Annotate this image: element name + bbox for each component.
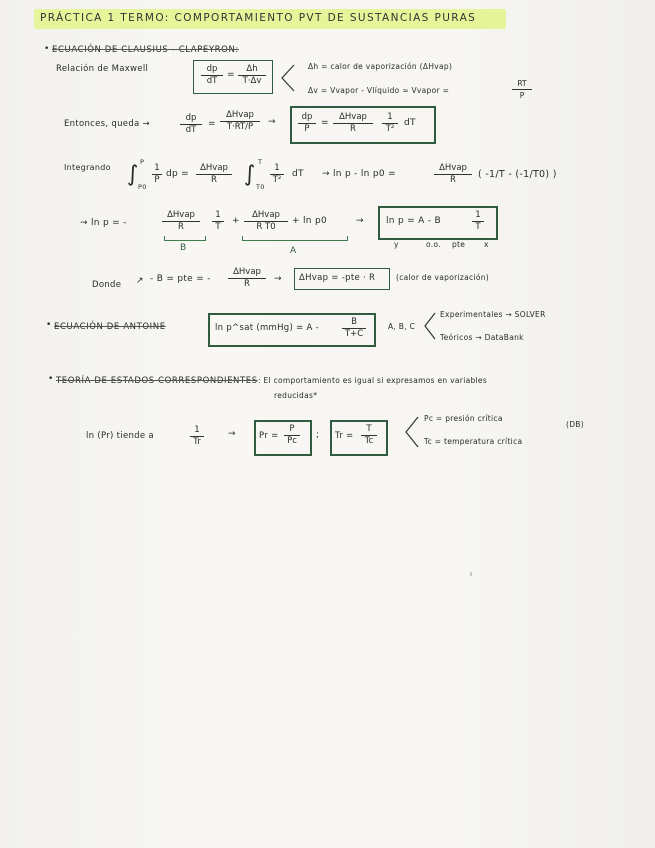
int-fraction-3: $\frac{1}{\text{T²}}$ — [270, 163, 284, 186]
brace-a — [242, 236, 348, 241]
angle-bracket-icon — [424, 312, 436, 340]
box1-dT: dT — [404, 118, 416, 128]
angle-bracket-icon — [281, 64, 295, 92]
maxwell-label: Relación de Maxwell — [56, 64, 149, 74]
antoine-option-1: Experimentales → SOLVER — [440, 310, 546, 319]
lnp-fraction-2: $\frac{1}{T}$ — [212, 210, 224, 233]
int-lower-p: P0 — [138, 183, 147, 191]
box2-equation: ln p = A - B — [386, 216, 441, 226]
brace-b — [164, 236, 206, 241]
ln-pr-label: ln (Pr) tiende a — [86, 431, 154, 441]
page-title: PRÁCTICA 1 TERMO: COMPORTAMIENTO PVT DE SUSTANCIAS PURAS — [40, 12, 477, 24]
lnp-fraction-3: ΔHvap R T0 — [244, 210, 288, 233]
box1-equals: = — [321, 118, 329, 128]
box1-fraction-1: $\frac{dp}{P}$ — [298, 112, 316, 135]
maxwell-rhs-fraction: $\frac{\Delta h}{T\cdot\Delta v}$ — [238, 64, 266, 87]
estados-desc-2: reducidas* — [274, 391, 318, 400]
box1-fraction-2: ΔHvap R — [333, 112, 373, 135]
bullet: • — [48, 374, 54, 384]
pc-note: Pc = presión crítica — [424, 414, 503, 423]
angle-bracket-icon — [405, 416, 419, 448]
ln-pr-fraction: $\frac{1}{Tr}$ — [190, 425, 204, 448]
arrow-icon: → — [274, 274, 282, 284]
maxwell-lhs-fraction: $\frac{dp}{dT}$ — [201, 64, 223, 87]
int-dT: dT — [292, 169, 304, 179]
integral-sign-2: ∫ — [244, 162, 256, 187]
label-oo: o.o. — [426, 240, 441, 249]
bullet: • — [44, 44, 50, 54]
int-lower-t: T0 — [256, 183, 265, 191]
tc-note: Tc = temperatura crítica — [424, 437, 523, 446]
note-dh: Δh = calor de vaporización (ΔHvap) — [308, 62, 453, 71]
note-dv: Δv = Vvapor - Vlíquido ≃ Vvapor = — [308, 86, 450, 95]
estados-desc-1: : El comportamiento es igual si expresamos en variables — [258, 376, 488, 385]
box1-fraction-3: $\frac{1}{\text{T²}}$ — [382, 112, 398, 135]
antoine-abc: A, B, C — [388, 322, 416, 331]
integral-sign-1: ∫ — [127, 162, 139, 187]
lnp-fraction-1: ΔHvap R — [162, 210, 200, 233]
arrow-icon: → — [228, 429, 236, 439]
donde-arrow: ↗ — [136, 276, 144, 286]
brace-a-label: A — [290, 246, 297, 256]
lnp-label: → ln p = - — [80, 218, 127, 228]
ent-fraction-2: ΔHvap T·RT/P — [220, 110, 260, 133]
antoine-heading: ECUACIÓN DE ANTOINE — [54, 322, 166, 332]
pr-label: Pr = — [259, 431, 279, 441]
arrow-icon: → — [356, 216, 364, 226]
int-fraction-2: ΔHvap R — [196, 163, 232, 186]
label-pte: pte — [452, 240, 466, 249]
int-upper-t: T — [258, 158, 263, 166]
donde-note: (calor de vaporización) — [396, 273, 490, 282]
arrow-icon: → — [268, 117, 276, 127]
maxwell-equals: = — [227, 70, 235, 80]
tr-fraction: $\frac{T}{Tc}$ — [361, 424, 377, 447]
tr-label: Tr = — [335, 431, 354, 441]
db-note: (DB) — [566, 420, 584, 429]
label-y: y — [394, 240, 399, 249]
bullet: • — [46, 320, 52, 330]
pen-mark: ı — [470, 570, 473, 578]
box2-fraction: $\frac{1}{T}$ — [472, 210, 484, 233]
int-upper-p: P — [140, 158, 145, 166]
int-result: → ln p - ln p0 = — [322, 169, 396, 179]
pr-fraction: $\frac{P}{Pc}$ — [284, 424, 300, 447]
lnp-plus: + — [232, 216, 240, 226]
brace-b-label: B — [180, 243, 187, 253]
semicolon: ; — [316, 430, 320, 440]
antoine-lhs: ln p^sat (mmHg) = A - — [215, 323, 320, 333]
ent-fraction-1: $\frac{dp}{dT}$ — [180, 113, 202, 136]
donde-fraction: ΔHvap R — [228, 267, 266, 290]
estados-heading: TEORÍA DE ESTADOS CORRESPONDIENTES — [56, 376, 258, 386]
clausius-heading: ECUACIÓN DE CLAUSIUS - CLAPEYRON: — [52, 45, 239, 55]
label-x: x — [484, 240, 489, 249]
donde-label: Donde — [92, 280, 122, 290]
int-fraction-4: ΔHvap R — [434, 163, 472, 186]
lnp-plus-lnp0: + ln p0 — [292, 216, 328, 226]
donde-expr: - B = pte = - — [150, 274, 211, 284]
int-paren: ( -1/T - (-1/T0) ) — [478, 169, 557, 180]
box3-text: ΔHvap = -pte · R — [299, 273, 376, 283]
entonces-label: Entonces, queda → — [64, 119, 150, 129]
ent-equals: = — [208, 119, 216, 129]
antoine-fraction: $\frac{B}{T+C}$ — [342, 317, 366, 340]
note-dv-fraction: $\frac{RT}{P}$ — [512, 78, 532, 101]
antoine-option-2: Teóricos → DataBank — [440, 333, 524, 342]
integrando-label: Integrando — [64, 163, 111, 172]
int-fraction-1: $\frac{1}{P}$ — [152, 163, 162, 186]
int-dp: dp = — [166, 169, 190, 179]
